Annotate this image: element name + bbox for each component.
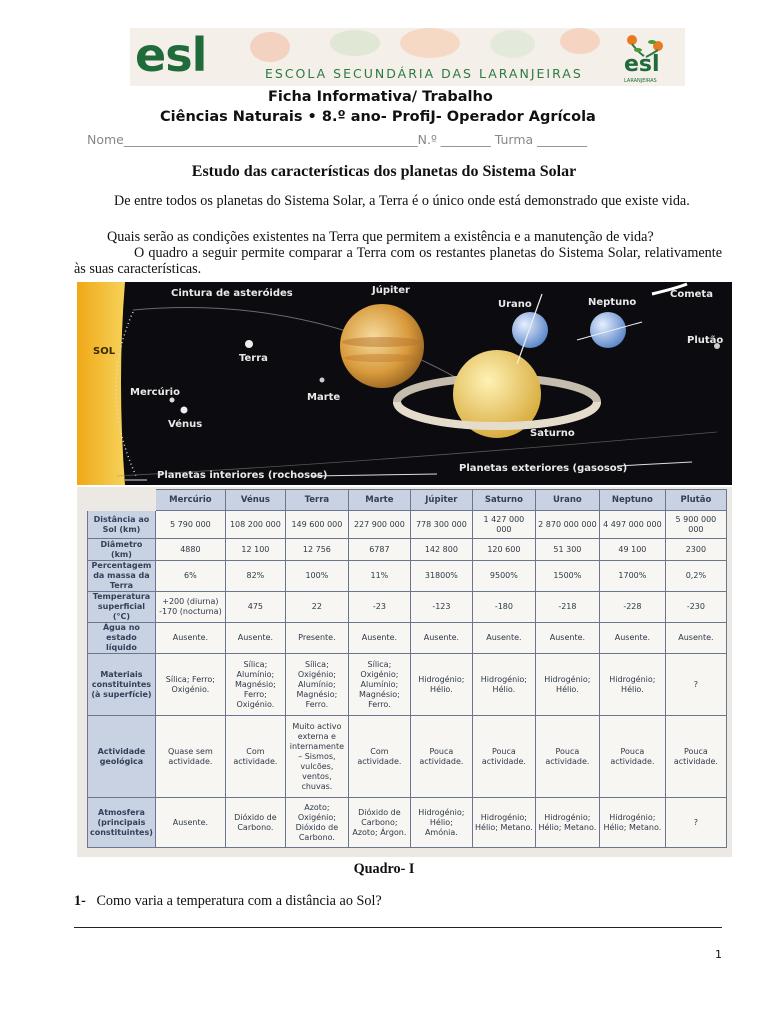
table-cell: 149 600 000 bbox=[285, 511, 348, 539]
answer-line[interactable] bbox=[74, 927, 722, 928]
table-header-cell: Plutão bbox=[665, 490, 726, 511]
table-cell: Presente. bbox=[285, 623, 348, 654]
table-cell: 778 300 000 bbox=[410, 511, 472, 539]
table-cell: -123 bbox=[410, 592, 472, 623]
row-header: Água no estado líquido bbox=[88, 623, 156, 654]
table-cell: Ausente. bbox=[155, 798, 225, 848]
table-header-cell: Júpiter bbox=[410, 490, 472, 511]
table-cell: Sílica; Oxigénio; Alumínio; Magnésio; Ferro. bbox=[348, 654, 410, 716]
table-cell: 22 bbox=[285, 592, 348, 623]
table-cell: 1 427 000 000 bbox=[472, 511, 535, 539]
table-header-cell: Vénus bbox=[225, 490, 285, 511]
label-plutao: Plutão bbox=[687, 335, 724, 346]
table-cell: -23 bbox=[348, 592, 410, 623]
row-header: Temperatura superficial (°C) bbox=[88, 592, 156, 623]
table-cell: Pouca actividade. bbox=[472, 716, 535, 798]
table-cell: -218 bbox=[535, 592, 599, 623]
row-header: Distância ao Sol (km) bbox=[88, 511, 156, 539]
label-sol: SOL bbox=[93, 346, 116, 357]
table-cell: Sílica; Ferro; Oxigénio. bbox=[155, 654, 225, 716]
table-cell: Ausente. bbox=[410, 623, 472, 654]
table-cell: 120 600 bbox=[472, 539, 535, 561]
table-row bbox=[88, 798, 727, 848]
table-cell: Azoto; Oxigénio; Dióxido de Carbono. bbox=[285, 798, 348, 848]
table-cell: Pouca actividade. bbox=[410, 716, 472, 798]
table-cell: Hidrogénio; Hélio; Metano. bbox=[599, 798, 665, 848]
table-cell: Ausente. bbox=[599, 623, 665, 654]
table-cell: Hidrogénio; Hélio; Metano. bbox=[472, 798, 535, 848]
table-row bbox=[88, 539, 727, 561]
table-cell: Ausente. bbox=[348, 623, 410, 654]
page-number: 1 bbox=[715, 948, 722, 961]
table-cell: 5 900 000 000 bbox=[665, 511, 726, 539]
table-cell: Sílica; Oxigénio; Alumínio; Magnésio; Ferro. bbox=[285, 654, 348, 716]
planet-comparison-table-image bbox=[77, 487, 732, 857]
table-cell: Hidrogénio; Hélio. bbox=[535, 654, 599, 716]
table-cell: 51 300 bbox=[535, 539, 599, 561]
table-cell: ? bbox=[665, 654, 726, 716]
table-cell: 2300 bbox=[665, 539, 726, 561]
table-cell: Pouca actividade. bbox=[535, 716, 599, 798]
table-caption: Quadro- I bbox=[353, 861, 415, 877]
table-header-cell: Marte bbox=[348, 490, 410, 511]
table-cell: 100% bbox=[285, 561, 348, 592]
table-cell: 2 870 000 000 bbox=[535, 511, 599, 539]
table-cell: 475 bbox=[225, 592, 285, 623]
table-cell: Hidrogénio; Hélio. bbox=[599, 654, 665, 716]
row-header: Percentagem da massa da Terra bbox=[88, 561, 156, 592]
question-text: Como varia a temperatura com a distância ao Sol? bbox=[96, 893, 382, 909]
label-neptuno: Neptuno bbox=[588, 297, 637, 308]
table-cell: Dióxido de Carbono; Azoto; Árgon. bbox=[348, 798, 410, 848]
table-cell: -228 bbox=[599, 592, 665, 623]
table-cell: Sílica; Alumínio; Magnésio; Ferro; Oxigénio. bbox=[225, 654, 285, 716]
label-mercurio: Mercúrio bbox=[130, 387, 180, 398]
table-header-cell bbox=[88, 490, 156, 511]
table-cell: Ausente. bbox=[535, 623, 599, 654]
table-cell: Ausente. bbox=[665, 623, 726, 654]
table-row bbox=[88, 623, 727, 654]
table-cell: 31800% bbox=[410, 561, 472, 592]
row-header: Materiais constituintes (à superfície) bbox=[88, 654, 156, 716]
table-cell: Pouca actividade. bbox=[599, 716, 665, 798]
table-cell: 12 756 bbox=[285, 539, 348, 561]
question-number: 1- bbox=[74, 893, 86, 909]
paragraph-3: O quadro a seguir permite comparar a Terra com os restantes planetas do Sistema Solar, relativamente às suas características. bbox=[74, 245, 722, 277]
table-row bbox=[88, 716, 727, 798]
school-emblem bbox=[618, 30, 678, 86]
table-cell: ? bbox=[665, 798, 726, 848]
worksheet-title: Ficha Informativa/ Trabalho bbox=[268, 89, 493, 105]
school-name: ESCOLA SECUNDÁRIA DAS LARANJEIRAS bbox=[265, 66, 583, 81]
paragraph-1: De entre todos os planetas do Sistema Solar, a Terra é o único onde está demonstrado que existe vida. bbox=[114, 193, 690, 209]
emblem-text: esl bbox=[624, 52, 660, 77]
label-marte: Marte bbox=[307, 392, 341, 403]
table-cell: Hidrogénio; Hélio; Metano. bbox=[535, 798, 599, 848]
table-cell: Ausente. bbox=[225, 623, 285, 654]
table-cell: Ausente. bbox=[472, 623, 535, 654]
table-cell: 4 497 000 000 bbox=[599, 511, 665, 539]
label-outer-planets: Planetas exteriores (gasosos) bbox=[459, 463, 628, 474]
sun-shape bbox=[77, 282, 125, 485]
table-cell: 5 790 000 bbox=[155, 511, 225, 539]
emblem-caption: LARANJEIRAS bbox=[624, 78, 657, 84]
table-cell: Hidrogénio; Hélio. bbox=[472, 654, 535, 716]
table-cell: 1700% bbox=[599, 561, 665, 592]
page-title: Estudo das características dos planetas do Sistema Solar bbox=[191, 163, 577, 180]
label-asteroid-belt: Cintura de asteróides bbox=[171, 288, 293, 299]
table-cell: 4880 bbox=[155, 539, 225, 561]
label-urano: Urano bbox=[498, 299, 532, 310]
table-cell: 49 100 bbox=[599, 539, 665, 561]
label-jupiter: Júpiter bbox=[372, 285, 410, 296]
table-row bbox=[88, 511, 727, 539]
label-terra: Terra bbox=[239, 353, 268, 364]
table-row bbox=[88, 561, 727, 592]
table-row bbox=[88, 654, 727, 716]
table-cell: Hidrogénio; Hélio; Amónia. bbox=[410, 798, 472, 848]
table-cell: 6787 bbox=[348, 539, 410, 561]
label-saturno: Saturno bbox=[530, 428, 575, 439]
table-cell: 82% bbox=[225, 561, 285, 592]
table-cell: -180 bbox=[472, 592, 535, 623]
table-cell: 11% bbox=[348, 561, 410, 592]
row-header: Actividade geológica bbox=[88, 716, 156, 798]
course-line: Ciências Naturais • 8.º ano- ProfiJ- Operador Agrícola bbox=[160, 109, 596, 125]
paragraph-2: Quais serão as condições existentes na Terra que permitem a existência e a manutenção de vida? bbox=[107, 229, 654, 245]
table-header-cell: Urano bbox=[535, 490, 599, 511]
table-cell: Dióxido de Carbono. bbox=[225, 798, 285, 848]
student-fields: Nome_______________________________________________N.º ________ Turma ________ bbox=[87, 132, 588, 147]
solar-system-illustration bbox=[77, 282, 732, 485]
label-venus: Vénus bbox=[168, 419, 203, 430]
table-header-cell: Mercúrio bbox=[155, 490, 225, 511]
table-cell: Hidrogénio; Hélio. bbox=[410, 654, 472, 716]
table-cell: 6% bbox=[155, 561, 225, 592]
table-cell: +200 (diurna) -170 (nocturna) bbox=[155, 592, 225, 623]
table-cell: Quase sem actividade. bbox=[155, 716, 225, 798]
row-header: Diâmetro (km) bbox=[88, 539, 156, 561]
row-header: Atmosfera (principais constituintes) bbox=[88, 798, 156, 848]
school-logo: esl bbox=[135, 28, 207, 82]
table-cell: 0,2% bbox=[665, 561, 726, 592]
question-1 bbox=[74, 893, 382, 910]
table-cell: Com actividade. bbox=[348, 716, 410, 798]
table-row bbox=[88, 592, 727, 623]
table-cell: Pouca actividade. bbox=[665, 716, 726, 798]
planet-comparison-table bbox=[87, 489, 727, 848]
table-cell: -230 bbox=[665, 592, 726, 623]
table-header-cell: Terra bbox=[285, 490, 348, 511]
table-cell: 12 100 bbox=[225, 539, 285, 561]
table-header-cell: Saturno bbox=[472, 490, 535, 511]
table-header-cell: Neptuno bbox=[599, 490, 665, 511]
table-cell: Muito activo externa e internamente – Sismos, vulcões, ventos, chuvas. bbox=[285, 716, 348, 798]
table-cell: 108 200 000 bbox=[225, 511, 285, 539]
table-cell: 227 900 000 bbox=[348, 511, 410, 539]
table-header-row bbox=[88, 490, 727, 511]
table-cell: Ausente. bbox=[155, 623, 225, 654]
label-cometa: Cometa bbox=[670, 289, 713, 300]
table-cell: 1500% bbox=[535, 561, 599, 592]
table-cell: 142 800 bbox=[410, 539, 472, 561]
table-cell: Com actividade. bbox=[225, 716, 285, 798]
label-inner-planets: Planetas interiores (rochosos) bbox=[157, 470, 328, 481]
table-cell: 9500% bbox=[472, 561, 535, 592]
